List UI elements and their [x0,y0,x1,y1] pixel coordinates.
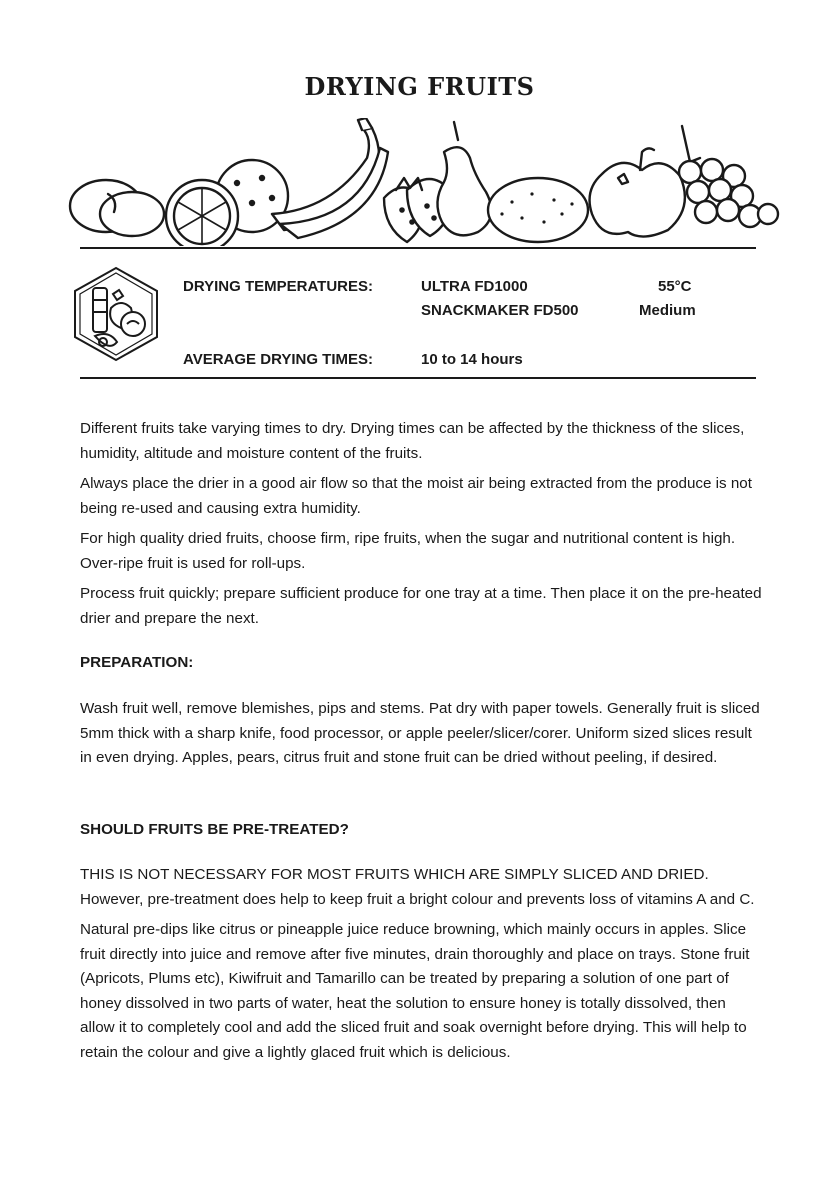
intro-paragraph: For high quality dried fruits, choose firm, ripe fruits, when the sugar and nutritional content is high. Over-ripe fruit is used for roll-ups. [80,530,736,572]
model-name-ultra: ULTRA FD1000 [421,278,528,295]
fruit-row-illustration [62,118,782,246]
intro-paragraph: Different fruits take varying times to dry. Drying times can be affected by the thickness of the slices, humidity, altitude and moisture content of the fruits. [80,420,745,462]
pretreat-paragraph: Natural pre-dips like citrus or pineapple juice reduce browning, which mainly occurs in apples. Slice fruit directly into juice and remove after five minutes, drain thoroughly and place on trays. Stone fruit (Apricots, Plums etc), Kiwifruit and Tamarillo can be treated by preparing a solution of one part of honey dissolved in two parts of water, heat the solution to ensure honey is totally dissolved, then allow it to completely cool and add the sliced fruit and soak overnight before drying. This will help to retain the colour and give a lightly glaced fruit which is delicious. [80,921,750,1061]
dehydrator-fruit-hexagon-icon [73,266,159,362]
preparation-heading: PREPARATION: [80,654,194,671]
model-setting-ultra: 55°C [658,278,692,295]
model-setting-snackmaker: Medium [639,302,696,319]
pretreat-heading: SHOULD FRUITS BE PRE-TREATED? [80,821,349,838]
pretreat-paragraph: THIS IS NOT NECESSARY FOR MOST FRUITS WHICH ARE SIMPLY SLICED AND DRIED. However, pre-treatment does help to keep fruit a bright colour and prevents loss of vitamins A and C. [80,866,755,908]
intro-section [80,417,764,637]
divider-bottom [80,377,756,379]
intro-paragraph: Process fruit quickly; prepare sufficient produce for one tray at a time. Then place it on the pre-heated drier and prepare the next. [80,585,762,627]
average-drying-times-value: 10 to 14 hours [421,351,523,368]
intro-paragraph: Always place the drier in a good air flow so that the moist air being extracted from the produce is not being re-used and causing extra humidity. [80,475,752,517]
model-name-snackmaker: SNACKMAKER FD500 [421,302,579,319]
average-drying-times-label: AVERAGE DRYING TIMES: [183,351,374,368]
page-title: DRYING FRUITS [304,72,535,101]
pretreat-section [80,863,764,1071]
preparation-section [80,697,764,777]
preparation-paragraph: Wash fruit well, remove blemishes, pips and stems. Pat dry with paper towels. Generally fruit is sliced 5mm thick with a sharp knife, food processor, or apple peeler/slicer/corer. Uniform sized slices result in even drying. Apples, pears, citrus fruit and stone fruit can be dried without peeling, if desired. [80,700,760,766]
divider-top [80,247,756,249]
drying-temperatures-label: DRYING TEMPERATURES: [183,278,374,295]
